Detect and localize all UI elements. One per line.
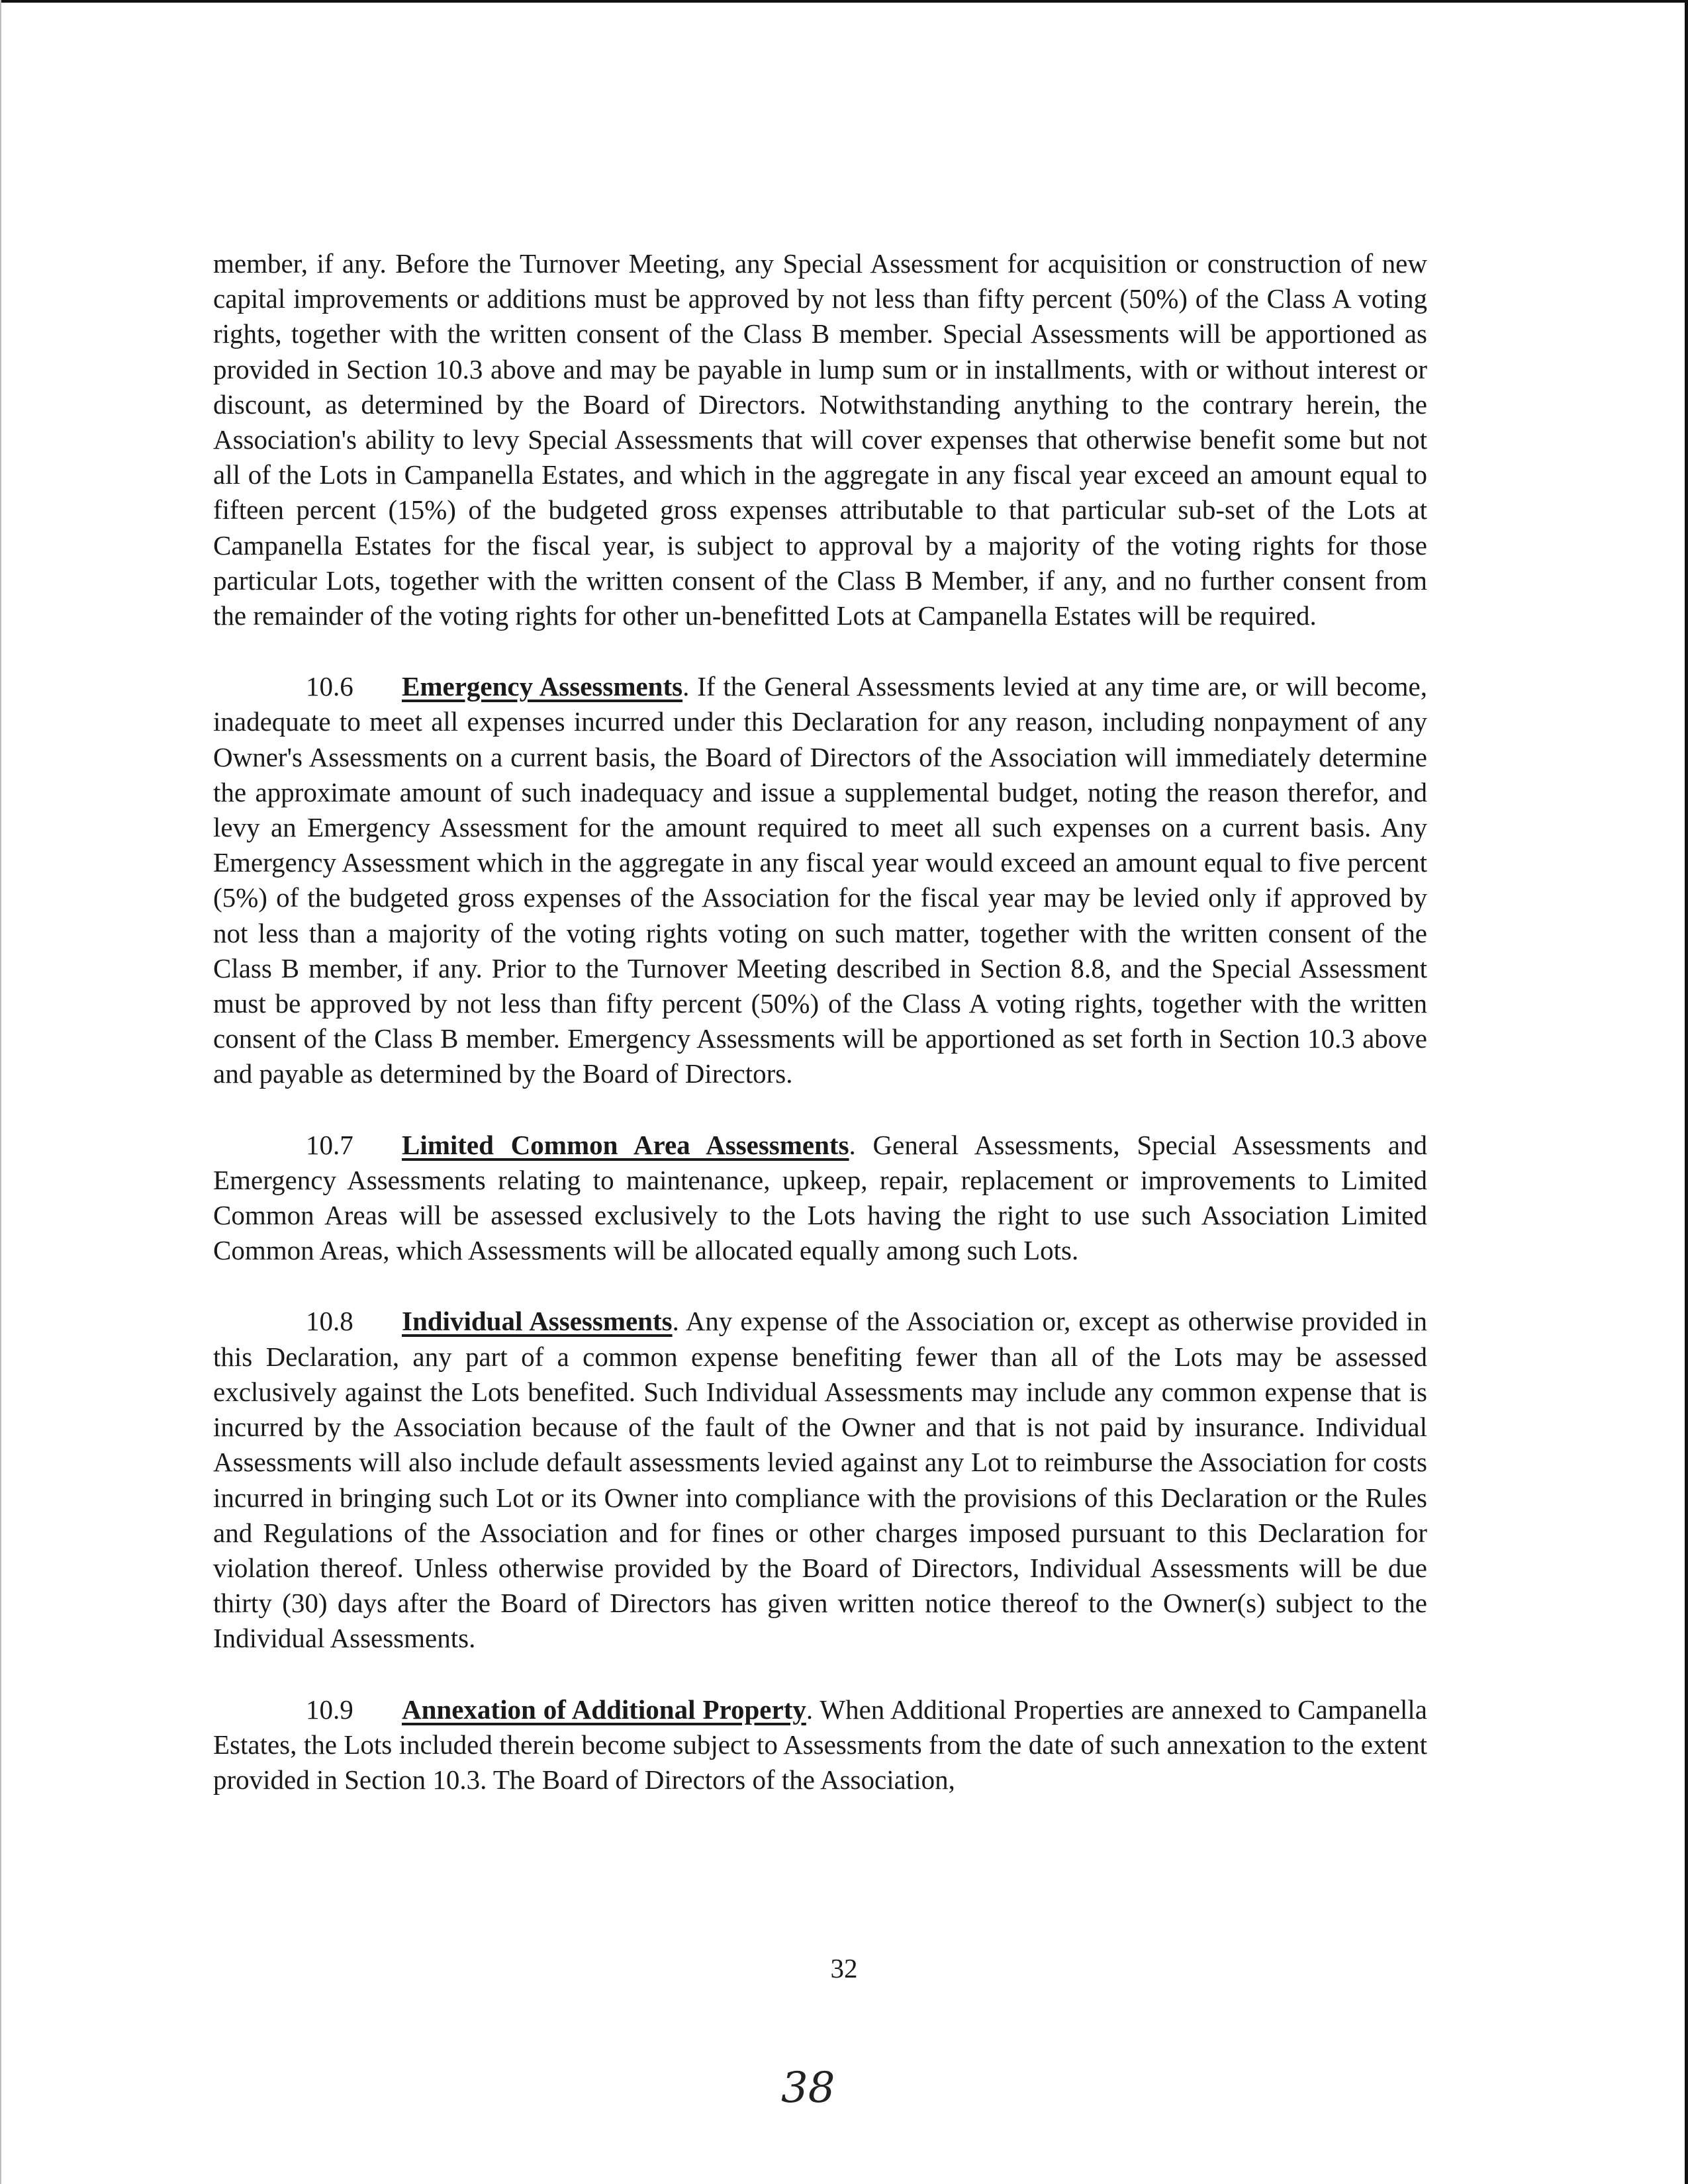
page-number: 32 — [830, 1953, 858, 1983]
section-10-7 — [213, 1128, 1427, 1269]
section-body: . When Additional Properties are annexed to Campanella Estates, the Lots included therein become subject to Assessments from the date of such annexation to the extent provided in Section 10.3. The Board of Directors of the Association, — [213, 1694, 1427, 1795]
section-body: . Any expense of the Association or, except as otherwise provided in this Declaration, any part of a common expense benefiting fewer than all of the Lots may be assessed exclusively against the Lots benefited. Such Individual Assessments may include any common expense that is incurred by the Association because of the fault of the Owner and that is not paid by insurance. Individual Assessments will also include default assessments levied against any Lot to reimburse the Association for costs incurred in bringing such Lot or its Owner into compliance with the provisions of this Declaration or the Rules and Regulations of the Association and for fines or other charges imposed pursuant to this Declaration for violation thereof. Unless otherwise provided by the Board of Directors, Individual Assessments will be due thirty (30) days after the Board of Directors has given written notice thereof to the Owner(s) subject to the Individual Assessments. — [213, 1306, 1427, 1654]
section-heading: Limited Common Area Assessments — [402, 1129, 849, 1160]
section-number: 10.8 — [306, 1306, 353, 1337]
section-heading: Emergency Assessments — [402, 671, 683, 702]
section-10-8 — [213, 1304, 1427, 1656]
section-number: 10.6 — [306, 671, 353, 702]
section-body: . If the General Assessments levied at any time are, or will become, inadequate to meet all expenses incurred under this Declaration for any reason, including nonpayment of any Owner's Assessments on a current basis, the Board of Directors of the Association will immediately determine the approximate amount of such inadequacy and issue a supplemental budget, noting the reason therefor, and levy an Emergency Assessment for the amount required to meet all such expenses on a current basis. Any Emergency Assessment which in the aggregate in any fiscal year would exceed an amount equal to five percent (5%) of the budgeted gross expenses of the Association for the fiscal year may be levied only if approved by not less than a majority of the voting rights voting on such matter, together with the written consent of the Class B member, if any. Prior to the Turnover Meeting described in Section 8.8, and the Special Assessment must be approved by not less than fifty percent (50%) of the Class A voting rights, together with the written consent of the Class B member. Emergency Assessments will be apportioned as set forth in Section 10.3 above and payable as determined by the Board of Directors. — [213, 671, 1427, 1089]
section-10-6 — [213, 669, 1427, 1091]
scan-edge-right — [1685, 0, 1688, 2184]
section-heading: Individual Assessments — [402, 1306, 673, 1337]
continuation-paragraph: member, if any. Before the Turnover Meeting, any Special Assessment for acquisition or construction of new capital improvements or additions must be approved by not less than fifty percent (50%) of the Class A voting rights, together with the written consent of the Class B member. Special Assessments will be apportioned as provided in Section 10.3 above and may be payable in lump sum or in installments, with or without interest or discount, as determined by the Board of Directors. Notwithstanding anything to the contrary herein, the Association's ability to levy Special Assessments that will cover expenses that otherwise benefit some but not all of the Lots in Campanella Estates, and which in the aggregate in any fiscal year exceed an amount equal to fifteen percent (15%) of the budgeted gross expenses attributable to that particular sub-set of the Lots at Campanella Estates for the fiscal year, is subject to approval by a majority of the voting rights for those particular Lots, together with the written consent of the Class B Member, if any, and no further consent from the remainder of the voting rights for other un-benefitted Lots at Campanella Estates will be required. — [213, 248, 1427, 631]
scan-edge-left — [0, 0, 1, 2184]
handwritten-page-number: 38 — [781, 2064, 835, 2113]
section-10-9 — [213, 1692, 1427, 1798]
section-heading: Annexation of Additional Property — [402, 1694, 806, 1725]
section-body: . General Assessments, Special Assessments and Emergency Assessments relating to maintenance, upkeep, repair, replacement or improvements to Limited Common Areas will be assessed exclusively to the Lots having the right to use such Association Limited Common Areas, which Assessments will be allocated equally among such Lots. — [213, 1129, 1427, 1266]
section-number: 10.9 — [306, 1694, 353, 1725]
section-number: 10.7 — [306, 1129, 353, 1160]
scan-edge-top — [0, 0, 1688, 3]
document-body — [213, 246, 1427, 1833]
